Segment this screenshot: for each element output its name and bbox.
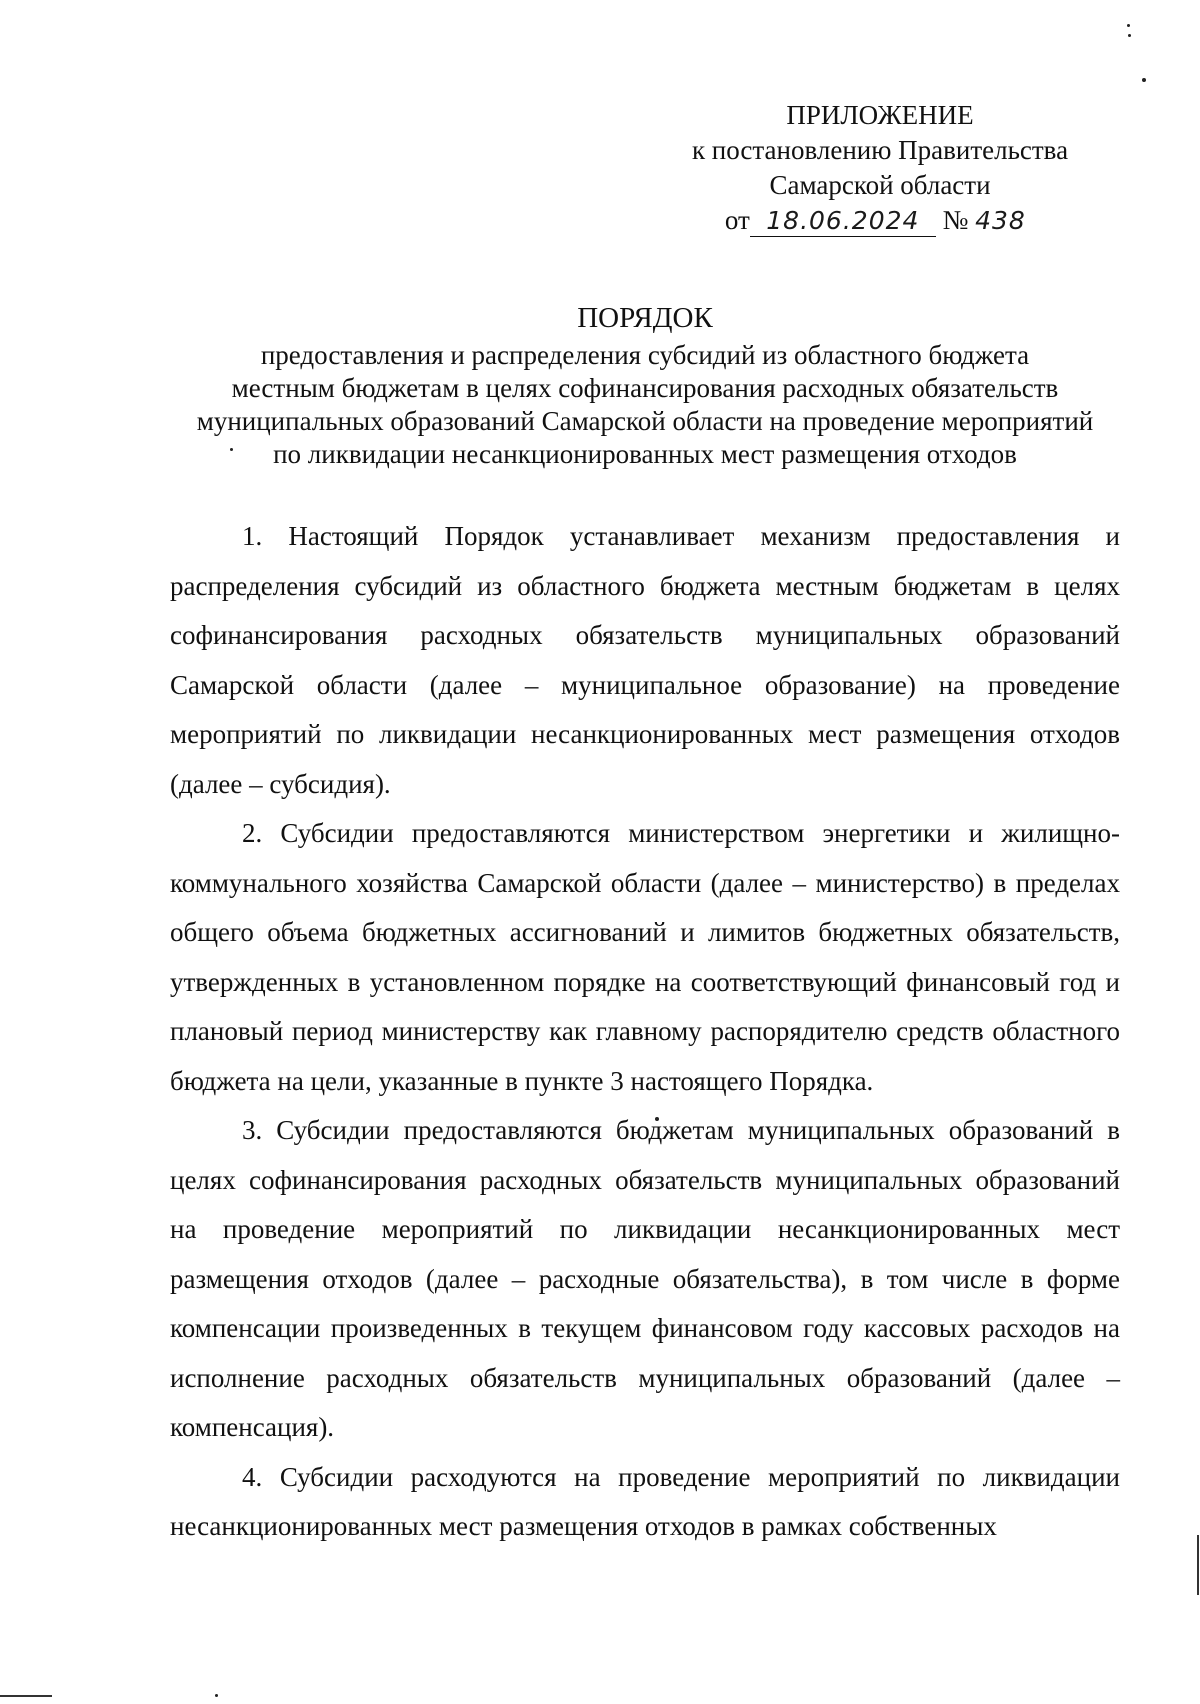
scan-speck bbox=[1127, 24, 1130, 27]
subtitle-line: муниципальных образований Самарской области на проведение мероприятий bbox=[196, 406, 1094, 436]
document-body bbox=[170, 512, 1120, 1552]
scan-edge-line bbox=[0, 1695, 52, 1697]
subtitle-line: местным бюджетам в целях софинансирования расходных обязательств bbox=[231, 373, 1059, 403]
number-field bbox=[975, 203, 1035, 238]
scan-speck bbox=[1142, 78, 1146, 82]
appendix-date-line bbox=[670, 203, 1090, 238]
subtitle-line: по ликвидации несанкционированных мест размещения отходов bbox=[273, 439, 1017, 469]
date-prefix: от bbox=[724, 205, 750, 235]
number-prefix: № bbox=[942, 205, 969, 235]
date-field bbox=[750, 205, 936, 237]
paragraph-2: 2. Субсидии предоставляются министерством энергетики и жилищно-коммунального хозяйства Самарской области (далее – министерство) в пределах общего объема бюджетных ассигнований и лимитов бюджетных обязательств, утвержденных в установленном порядке на соответствующий финансовый год и плановый период министерству как главному распорядителю средств областного бюджета на цели, указанные в пункте 3 настоящего Порядка. bbox=[170, 818, 1120, 1096]
paragraph-4: 4. Субсидии расходуются на проведение мероприятий по ликвидации несанкционированных мест размещения отходов в рамках собственных bbox=[170, 1461, 1120, 1541]
subtitle-line: предоставления и распределения субсидий из областного бюджета bbox=[260, 340, 1030, 370]
document-title: ПОРЯДОК bbox=[577, 302, 713, 334]
document-title-block bbox=[150, 299, 1140, 471]
appendix-heading: ПРИЛОЖЕНИЕ bbox=[786, 100, 974, 130]
paragraph-1: 1. Настоящий Порядок устанавливает механизм предоставления и распределения субсидий из областного бюджета местным бюджетам в целях софинансирования расходных обязательств муниципальных образований Самарской области (далее – муниципальное образование) на проведение мероприятий по ликвидации несанкционированных мест размещения отходов (далее – субсидия). bbox=[170, 521, 1120, 799]
appendix-resolution-line: к постановлению Правительства bbox=[691, 135, 1069, 165]
appendix-region-line: Самарской области bbox=[769, 170, 991, 200]
date-value: 18.06.2024 bbox=[766, 206, 920, 235]
paragraph-3: 3. Субсидии предоставляются бюджетам муниципальных образований в целях софинансирования расходных обязательств муниципальных образований на проведение мероприятий по ликвидации несанкционированных мест размещения отходов (далее – расходные обязательства), в том числе в форме компенсации произведенных в текущем финансовом году кассовых расходов на исполнение расходных обязательств муниципальных образований (далее – компенсация). bbox=[170, 1115, 1120, 1442]
appendix-block bbox=[670, 98, 1090, 238]
number-value: 438 bbox=[975, 206, 1026, 235]
scan-speck bbox=[215, 1694, 218, 1697]
scan-edge-line bbox=[1197, 1535, 1199, 1595]
scan-speck bbox=[1128, 34, 1131, 37]
